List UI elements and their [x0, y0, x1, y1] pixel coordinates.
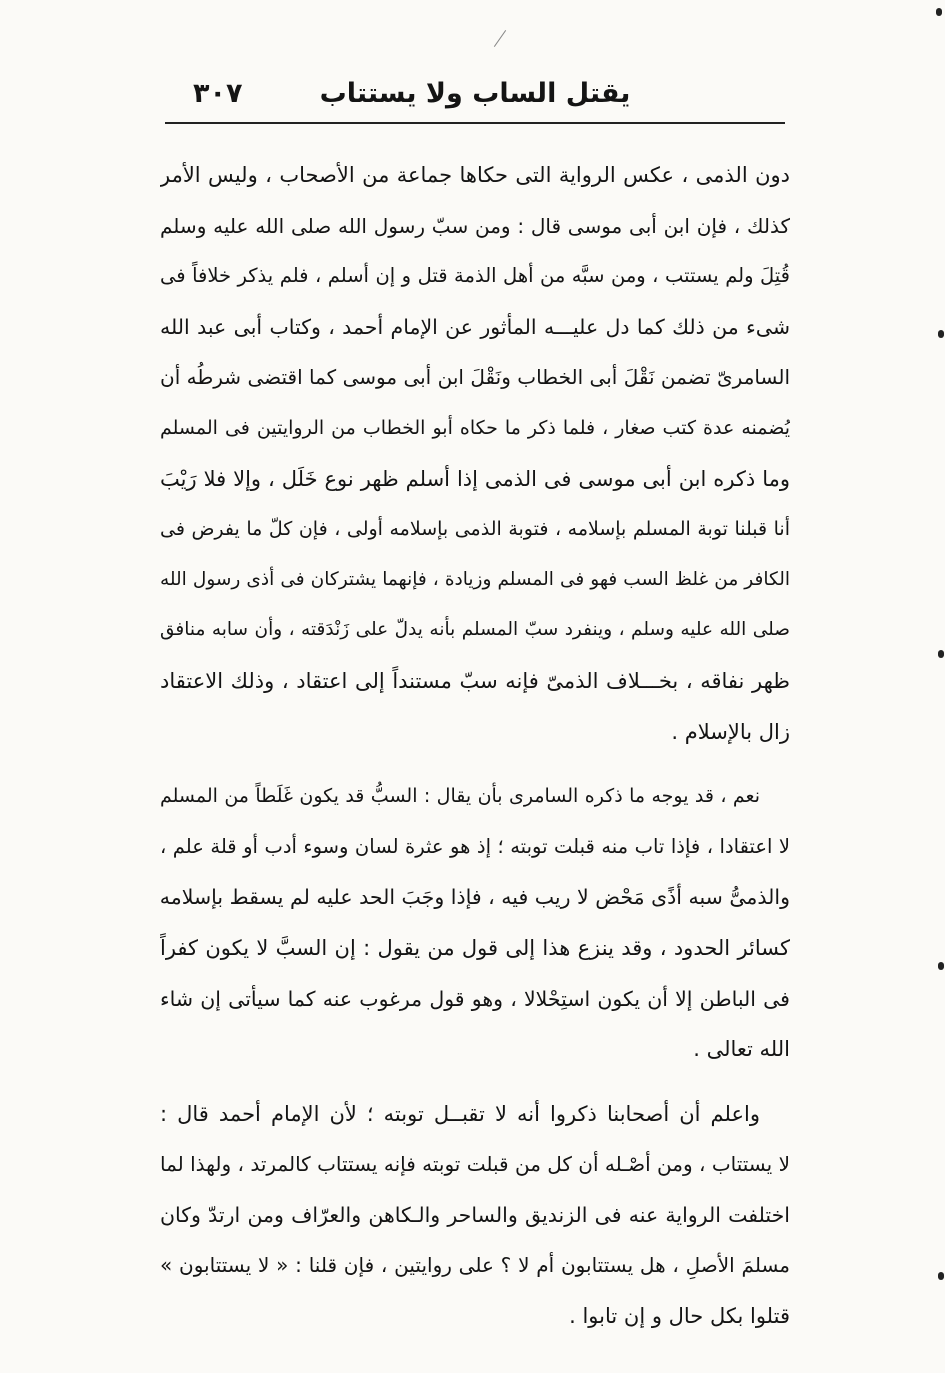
text-line: اختلفت الرواية عنه فى الزنديق والساحر والـكاهن والعرّاف ومن ارتدّ وكان [160, 1202, 790, 1227]
margin-dot [938, 330, 944, 338]
text-line: واعلم أن أصحابنا ذكروا أنه لا تقبــل توبته ؛ لأن الإمام أحمد قال : [160, 1101, 760, 1126]
margin-dot [938, 962, 944, 970]
margin-dot [938, 1272, 944, 1280]
page-header [165, 72, 785, 120]
margin-dot [938, 650, 944, 658]
body-text [160, 150, 790, 1342]
text-line: مسلمَ الأصلِ ، هل يستتابون أم لا ؟ على روايتين ، فإن قلنا : « لا يستتابون » [160, 1253, 790, 1278]
text-line: لا اعتقادا ، فإذا تاب منه قبلت توبته ؛ إذ هو عثرة لسان وسوء أدب أو قلة علم ، [160, 834, 790, 858]
running-title: يقتل الساب ولا يستتاب [319, 78, 631, 109]
text-line: وما ذكره ابن أبى موسى فى الذمى إذا أسلم ظهر نوع خَلَل ، وإلا فلا رَيْبَ [160, 466, 790, 491]
stray-pen-mark [494, 30, 506, 47]
text-line: دون الذمى ، عكس الرواية التى حكاها جماعة من الأصحاب ، وليس الأمر [160, 163, 790, 187]
paragraph-2 [160, 771, 790, 1075]
text-line: لا يستتاب ، ومن أصْـله أن كل من قبلت توبته فإنه يستتاب كالمرتد ، ولهذا لما [160, 1152, 790, 1177]
header-rule [165, 122, 785, 124]
text-line: شىء من ذلك كما دل عليـــه المأثور عن الإمام أحمد ، وكتاب أبى عبد الله [160, 314, 790, 339]
text-line: قتلوا بكل حال و إن تابوا . [569, 1304, 790, 1329]
page-number: ٣٠٧ [193, 78, 243, 109]
text-line: الكافر من غلظ السب فهو فى المسلم وزيادة ، فإنهما يشتركان فى أذى رسول الله [160, 568, 790, 590]
paragraph-3 [160, 1089, 790, 1342]
text-line: والذمىُّ سبه أذًى مَحْض لا ريب فيه ، فإذا وجَبَ الحد عليه لم يسقط بإسلامه [160, 885, 790, 910]
paragraph-1 [160, 150, 790, 757]
text-line: يُضمنه عدة كتب صغار ، فلما ذكر ما حكاه أبو الخطاب من الروايتين فى المسلم [160, 416, 790, 439]
text-line: أنا قبلنا توبة المسلم بإسلامه ، فتوبة الذمى بإسلامه أولى ، فإن كلّ ما يفرض فى [160, 518, 790, 541]
text-line: زال بالإسلام . [671, 719, 790, 744]
text-line: كسائر الحدود ، وقد ينزع هذا إلى قول من يقول : إن السبَّ لا يكون كفراً [160, 935, 790, 960]
text-line: فى الباطن إلا أن يكون استِحْلالا ، وهو قول مرغوب عنه كما سيأتى إن شاء [160, 986, 790, 1011]
text-line: نعم ، قد يوجه ما ذكره السامرى بأن يقال : السبُّ قد يكون غَلَطاً من المسلم [160, 785, 760, 808]
text-line: الله تعالى . [693, 1037, 790, 1062]
text-line: ظهر نفاقه ، بخـــلاف الذمىّ فإنه سبّ مستنداً إلى اعتقاد ، وذلك الاعتقاد [160, 668, 790, 693]
text-line: صلى الله عليه وسلم ، وينفرد سبّ المسلم بأنه يدلّ على زَنْدَقته ، وأن سابه منافق [160, 619, 790, 641]
text-line: السامرىّ تضمن نَقْلَ أبى الخطاب ونَقْلَ ابن أبى موسى كما اقتضى شرطُه أن [160, 365, 790, 390]
text-line: قُتِلَ ولم يستتب ، ومن سبَّه من أهل الذمة قتل و إن أسلم ، فلم يذكر خلافاً فى [160, 264, 790, 288]
margin-dot [936, 8, 942, 16]
text-line: كذلك ، فإن ابن أبى موسى قال : ومن سبّ رسول الله صلى الله عليه وسلم [160, 213, 790, 238]
